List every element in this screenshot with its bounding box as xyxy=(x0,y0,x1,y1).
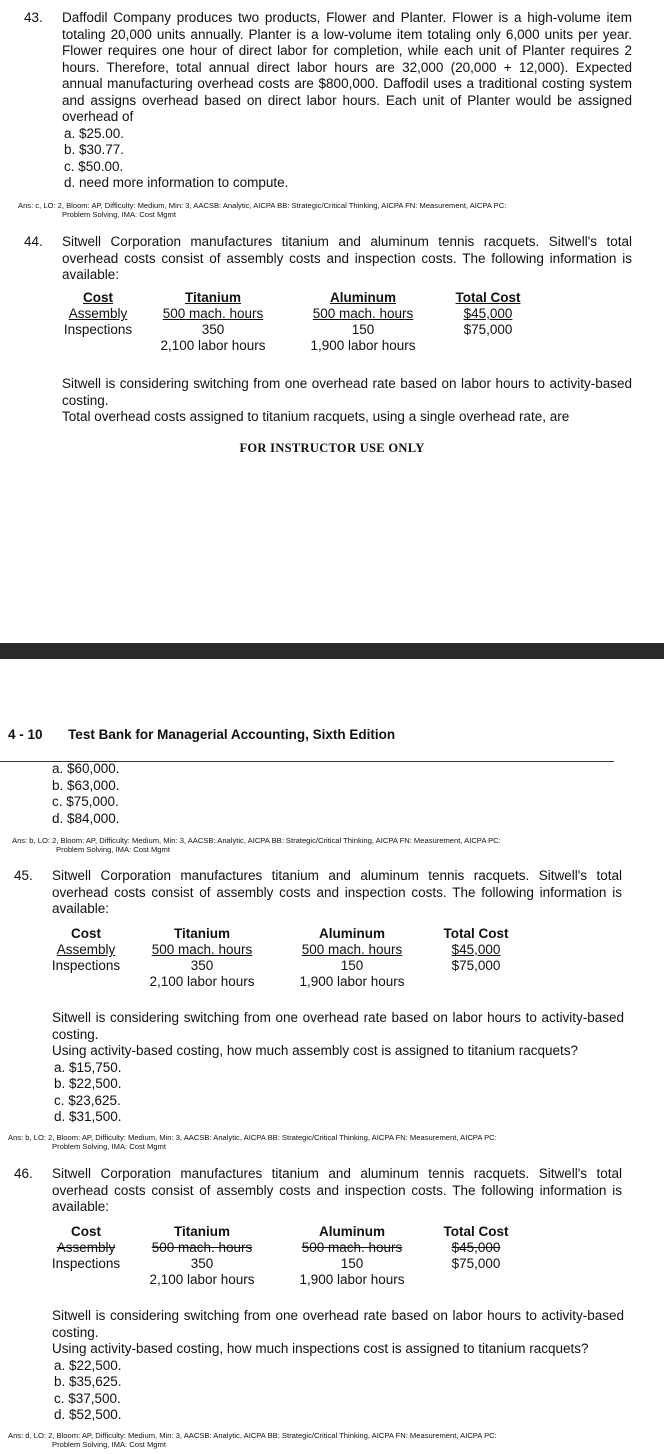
question-stem: Sitwell Corporation manufactures titanium and aluminum tennis racquets. Sitwell's total overhead costs consist of assembly costs and inspection costs. The following information is available: xyxy=(52,868,622,916)
cell-aluminum-labor: 1,900 labor hours xyxy=(299,974,405,989)
switch-text: Sitwell is considering switching from one overhead rate based on labor hours to activity-based costing. xyxy=(52,1308,624,1340)
option-a: a. $15,750. xyxy=(54,1059,122,1075)
option-b: b. $22,500. xyxy=(54,1076,122,1091)
cell-inspections: Inspections xyxy=(51,958,121,973)
question-number: 44. xyxy=(24,234,43,249)
question-number: 46. xyxy=(14,1166,33,1181)
header-cost: Cost xyxy=(71,926,101,941)
cost-table xyxy=(46,1224,526,1288)
option-c: c. $75,000. xyxy=(52,794,119,809)
question-number: 45. xyxy=(14,868,33,883)
option-d: d. $31,500. xyxy=(54,1109,122,1124)
answer-metadata: Ans: b, LO: 2, Bloom: AP, Difficulty: Medium, Min: 3, AACSB: Analytic, AICPA BB: Strategic/Critical Thinking, AICPA FN: Measurement, AICPA PC: Problem Solving, IMA: Cost Mgmt xyxy=(8,1133,497,1151)
header-titanium: Titanium xyxy=(184,290,241,305)
cell-aluminum-labor: 1,900 labor hours xyxy=(299,1272,405,1287)
cell-titanium-insp: 350 xyxy=(201,322,225,337)
option-a: a. $60,000. xyxy=(52,761,120,776)
cell-total-insp: $75,000 xyxy=(451,1256,501,1271)
question-stem: Sitwell Corporation manufactures titanium and aluminum tennis racquets. Sitwell's total overhead costs consist of assembly costs and inspection costs. The following information is available: xyxy=(62,234,632,282)
option-d: d. $84,000. xyxy=(52,810,120,826)
option-b: b. $63,000. xyxy=(52,777,120,793)
cell-aluminum-insp: 150 xyxy=(340,1256,364,1271)
question-43 xyxy=(24,10,632,190)
cell-assembly: Assembly xyxy=(56,942,116,957)
cell-total-assembly: $45,000 xyxy=(451,942,501,957)
answer-metadata: Ans: c, LO: 2, Bloom: AP, Difficulty: Medium, Min: 3, AACSB: Analytic, AICPA BB: Strategic/Critical Thinking, AICPA FN: Measurement, AICPA PC: Problem Solving, IMA: Cost Mgmt xyxy=(18,201,507,219)
answer-metadata: Ans: b, LO: 2, Bloom: AP, Difficulty: Medium, Min: 3, AACSB: Analytic, AICPA BB: Strategic/Critical Thinking, AICPA FN: Measurement, AICPA PC: Problem Solving, IMA: Cost Mgmt xyxy=(12,836,501,854)
instructor-note: FOR INSTRUCTOR USE ONLY xyxy=(239,441,425,455)
header-total-cost: Total Cost xyxy=(455,290,521,305)
cell-aluminum-mach: 500 mach. hours xyxy=(312,306,414,321)
question-text: Using activity-based costing, how much assembly cost is assigned to titanium racquets? xyxy=(52,1043,578,1058)
header-aluminum: Aluminum xyxy=(319,926,385,941)
page-number: 4 - 10 xyxy=(8,727,43,742)
header-total-cost: Total Cost xyxy=(443,926,509,941)
question-stem: Daffodil Company produces two products, Flower and Planter. Flower is a high-volume item totaling 20,000 units annually. Planter is a low-volume item totaling only 6,000 units per year. Flower requires one hour of direct labor for completion, while each unit of Planter requires 2 hours. Therefore, total annual direct labor hours are 32,000 (20,000 + 12,000). Expected annual manufacturing overhead costs are $800,000. Daffodil uses a traditional costing system and assigns overhead based on direct labor hours. Each unit of Planter would be assigned overhead of xyxy=(62,10,632,124)
question-text: Total overhead costs assigned to titanium racquets, using a single overhead rate, are xyxy=(62,409,570,424)
running-head xyxy=(8,727,395,742)
header-cost: Cost xyxy=(83,290,113,305)
question-45-text xyxy=(52,1010,624,1126)
cell-titanium-insp: 350 xyxy=(190,958,214,973)
question-44-text xyxy=(62,376,632,426)
cell-aluminum-insp: 150 xyxy=(351,322,375,337)
cell-total-insp: $75,000 xyxy=(451,958,501,973)
question-text: Using activity-based costing, how much inspections cost is assigned to titanium racquets? xyxy=(52,1341,589,1356)
cell-titanium-labor: 2,100 labor hours xyxy=(149,1272,255,1287)
question-44-options xyxy=(50,761,250,827)
cell-inspections: Inspections xyxy=(63,322,133,337)
header-aluminum: Aluminum xyxy=(330,290,396,305)
header-titanium: Titanium xyxy=(173,1224,230,1239)
cell-total-assembly: $45,000 xyxy=(463,306,513,321)
cost-table xyxy=(46,926,526,990)
cell-aluminum-mach: 500 mach. hours xyxy=(301,942,403,957)
cell-titanium-labor: 2,100 labor hours xyxy=(160,338,266,353)
cost-table xyxy=(58,290,538,354)
question-stem: Sitwell Corporation manufactures titanium and aluminum tennis racquets. Sitwell's total overhead costs consist of assembly costs and inspection costs. The following information is available: xyxy=(52,1166,622,1214)
option-c: c. $37,500. xyxy=(54,1390,121,1406)
option-a: a. $22,500. xyxy=(54,1357,122,1373)
cell-total-insp: $75,000 xyxy=(463,322,513,337)
question-body xyxy=(62,10,632,192)
cell-titanium-insp: 350 xyxy=(190,1256,214,1271)
header-cost: Cost xyxy=(71,1224,101,1239)
answer-metadata: Ans: d, LO: 2, Bloom: AP, Difficulty: Medium, Min: 3, AACSB: Analytic, AICPA BB: Strategic/Critical Thinking, AICPA FN: Measurement, AICPA PC: Problem Solving, IMA: Cost Mgmt xyxy=(8,1431,497,1449)
option-d: d. $52,500. xyxy=(54,1407,122,1422)
cell-aluminum-mach: 500 mach. hours xyxy=(301,1240,403,1255)
cell-titanium-labor: 2,100 labor hours xyxy=(149,974,255,989)
option-b: b. $30.77. xyxy=(64,142,125,157)
cell-inspections: Inspections xyxy=(51,1256,121,1271)
option-d: d. need more information to compute. xyxy=(64,175,289,190)
cell-assembly: Assembly xyxy=(68,306,128,321)
header-aluminum: Aluminum xyxy=(319,1224,385,1239)
option-c: c. $50.00. xyxy=(64,158,124,174)
option-b: b. $35,625. xyxy=(54,1374,122,1389)
cell-assembly: Assembly xyxy=(56,1240,116,1255)
cell-aluminum-insp: 150 xyxy=(340,958,364,973)
question-number: 43. xyxy=(24,10,43,25)
cell-total-assembly: $45,000 xyxy=(451,1240,501,1255)
page-break-band xyxy=(0,643,664,659)
book-title: Test Bank for Managerial Accounting, Sixth Edition xyxy=(68,727,396,742)
switch-text: Sitwell is considering switching from one overhead rate based on labor hours to activity-based costing. xyxy=(52,1010,624,1042)
option-a: a. $25.00. xyxy=(64,125,125,141)
cell-titanium-mach: 500 mach. hours xyxy=(162,306,264,321)
header-total-cost: Total Cost xyxy=(443,1224,509,1239)
cell-titanium-mach: 500 mach. hours xyxy=(151,942,253,957)
cell-aluminum-labor: 1,900 labor hours xyxy=(310,338,416,353)
switch-text: Sitwell is considering switching from one overhead rate based on labor hours to activity-based costing. xyxy=(62,376,632,408)
question-46-text xyxy=(52,1308,624,1424)
header-titanium: Titanium xyxy=(173,926,230,941)
option-c: c. $23,625. xyxy=(54,1092,121,1108)
cell-titanium-mach: 500 mach. hours xyxy=(151,1240,253,1255)
